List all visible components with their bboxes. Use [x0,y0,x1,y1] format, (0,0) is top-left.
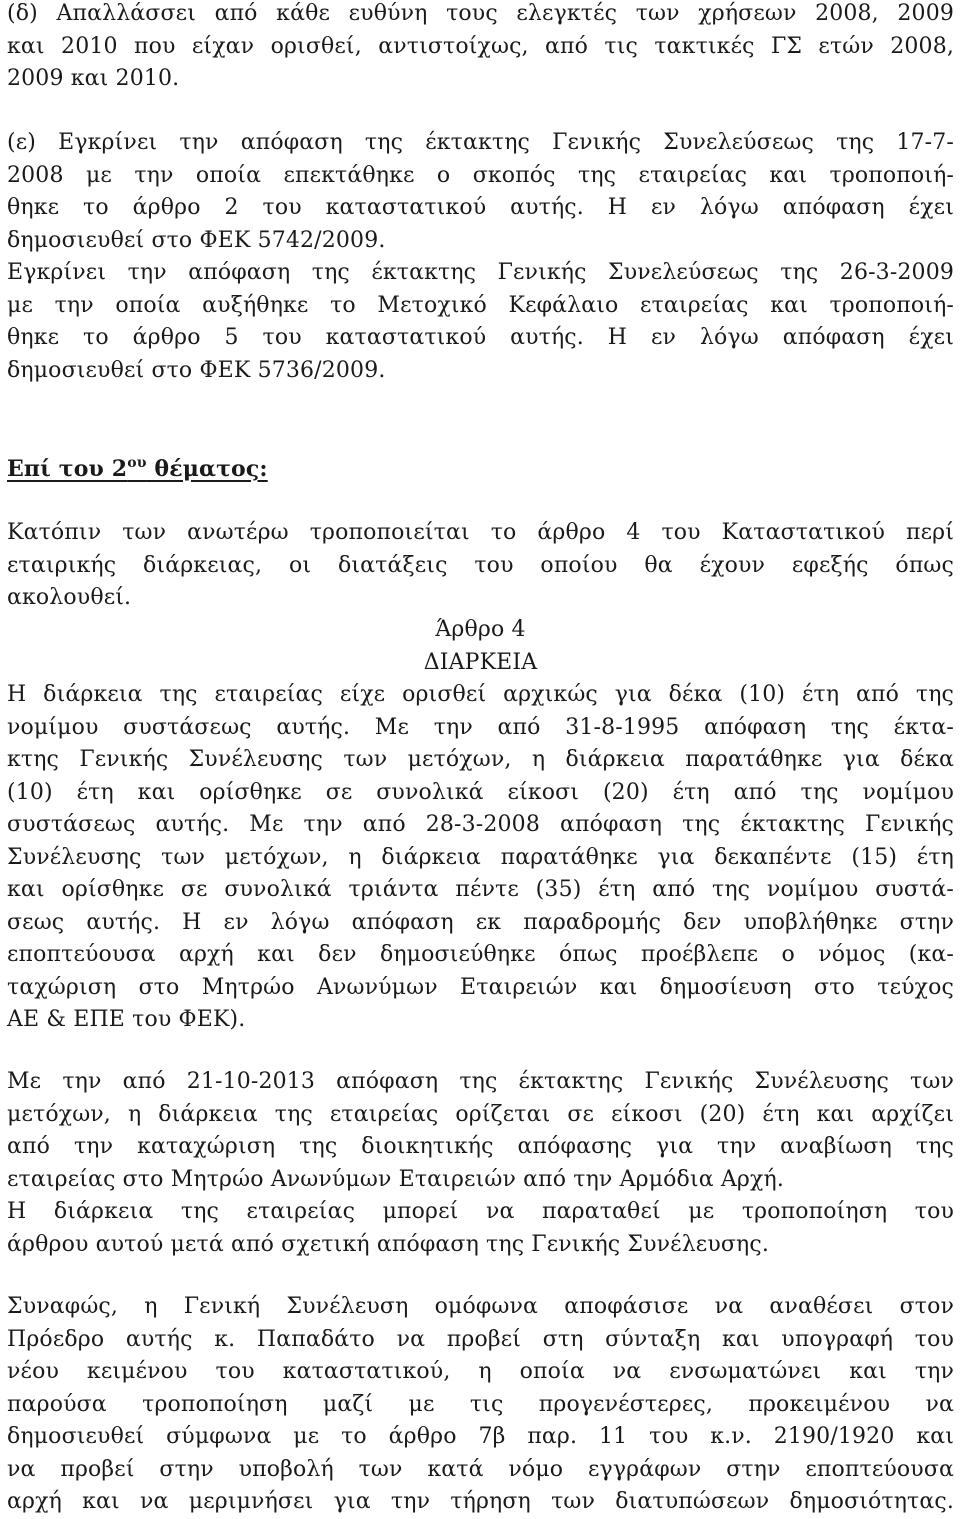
article-title: Άρθρο 4 [435,617,526,642]
paragraph-intro [7,517,954,615]
text-line: από την καταχώριση της διοικητικής απόφασης για την αναβίωση της [7,1134,954,1159]
paragraph-modify [7,1196,954,1261]
text-line: και ορίσθηκε σε συνολικά τριάντα πέντε (35) έτη από της νομίμου συστά- [7,877,954,902]
text-line: εποπτεύουσα αρχή και δεν δημοσιεύθηκε όπως προέβλεπε ο νόμος (κα- [7,942,954,967]
paragraph-article [7,679,954,1037]
section-heading [7,453,954,487]
text-line: αρχή και να μεριμνήσει για την τήρηση των διατυπώσεων δημοσιότητας. [7,1489,954,1514]
text-line: νέου κειμένου του καταστατικού, η οποία να ενσωματώνει και την [7,1359,954,1384]
paragraph-d [7,0,954,96]
text-line: κτης Γενικής Συνέλευσης των μετόχων, η διάρκεια παρατάθηκε για δέκα [7,747,954,772]
text-line: 2009 και 2010. [7,66,180,91]
article-subtitle: ΔΙΑΡΚΕΙΑ [423,649,538,675]
text-line: Η διάρκεια της εταιρείας μπορεί να παραταθεί με τροποποίηση του [7,1199,954,1224]
text-line: μετόχων, η διάρκεια της εταιρείας ορίζεται σε είκοσι (20) έτη και αρχίζει [7,1101,954,1127]
paragraph-2013 [7,1066,954,1196]
text-line: εταιρείας στο Μητρώο Ανωνύμων Εταιρειών από την Αρμόδια Αρχή. [7,1166,784,1192]
text-line: Κατόπιν των ανωτέρω τροποποιείται το άρθρο 4 του Καταστατικού περί [7,520,954,545]
text-line: συστάσεως αυτής. Με την από 28-3-2008 απόφαση της έκτακτης Γενικής [7,812,954,837]
text-line: εταιρικής διάρκειας, οι διατάξεις του οποίου θα έχουν εφεξής όπως [7,552,954,578]
heading-part: Επί του 2 [7,456,128,482]
text-line: να προβεί στην υποβολή των κατά νόμο εγγράφων στην εποπτεύουσα [7,1456,954,1482]
heading-superscript: ου [127,455,147,471]
text-line: παρούσα τροποποίηση μαζί με τις προγενέστερες, προκειμένου να [7,1391,954,1417]
text-line: ακολουθεί. [7,585,132,610]
text-line: θηκε το άρθρο 2 του καταστατικού αυτής. Η εν λόγω απόφαση έχει [7,195,954,220]
text-line: ΑΕ & ΕΠΕ του ΦΕΚ). [7,1007,246,1032]
paragraph-e [7,127,954,257]
text-line: άρθρου αυτού μετά από σχετική απόφαση της Γενικής Συνέλευσης. [7,1231,769,1257]
article-heading [7,614,954,679]
paragraph-final [7,1291,954,1519]
text-line: Η διάρκεια της εταιρείας είχε ορισθεί αρχικώς για δέκα (10) έτη από της [7,682,954,707]
text-line: Πρόεδρο αυτής κ. Παπαδάτο να προβεί στη σύνταξη και υπογραφή του [7,1326,954,1352]
text-line: Εγκρίνει την απόφαση της έκτακτης Γενικής Συνελεύσεως της 26-3-2009 [7,260,954,285]
section-heading-text [7,456,268,482]
text-line: (δ) Απαλλάσσει από κάθε ευθύνη τους ελεγκτές των χρήσεων 2008, 2009 [7,1,954,26]
text-line: θηκε το άρθρο 5 του καταστατικού αυτής. Η εν λόγω απόφαση έχει [7,325,954,350]
paragraph-e-continued [7,257,954,387]
text-line: (ε) Εγκρίνει την απόφαση της έκτακτης Γενικής Συνελεύσεως της 17-7- [7,130,954,155]
text-line: δημοσιευθεί στο ΦΕΚ 5736/2009. [7,357,386,383]
text-line: σεως αυτής. Η εν λόγω απόφαση εκ παραδρομής δεν υποβλήθηκε στην [7,909,954,935]
text-line: (10) έτη και ορίσθηκε σε συνολικά είκοσι (20) έτη από της νομίμου [7,779,954,805]
text-line: νομίμου συστάσεως αυτής. Με την από 31-8-1995 απόφαση της έκτα- [7,714,954,740]
text-line: Με την από 21-10-2013 απόφαση της έκτακτης Γενικής Συνέλευσης των [7,1069,954,1094]
heading-part: θέματος: [146,456,268,482]
text-line: ταχώριση στο Μητρώο Ανωνύμων Εταιρειών και δημοσίευση στο τεύχος [7,974,954,1000]
text-line: με την οποία αυξήθηκε το Μετοχικό Κεφάλαιο εταιρείας και τροποποιή- [7,292,954,318]
text-line: Συναφώς, η Γενική Συνέλευση ομόφωνα αποφάσισε να αναθέσει στον [7,1294,954,1319]
text-line: δημοσιευθεί στο ΦΕΚ 5742/2009. [7,227,386,253]
text-line: δημοσιευθεί σύμφωνα με το άρθρο 7β παρ. 11 του κ.ν. 2190/1920 και [7,1424,954,1449]
text-line: και 2010 που είχαν ορισθεί, αντιστοίχως, από τις τακτικές ΓΣ ετών 2008, [7,33,954,59]
text-line: 2008 με την οποία επεκτάθηκε ο σκοπός της εταιρείας και τροποποιή- [7,162,954,188]
text-line: Συνέλευσης των μετόχων, η διάρκεια παρατάθηκε για δεκαπέντε (15) έτη [7,844,954,870]
